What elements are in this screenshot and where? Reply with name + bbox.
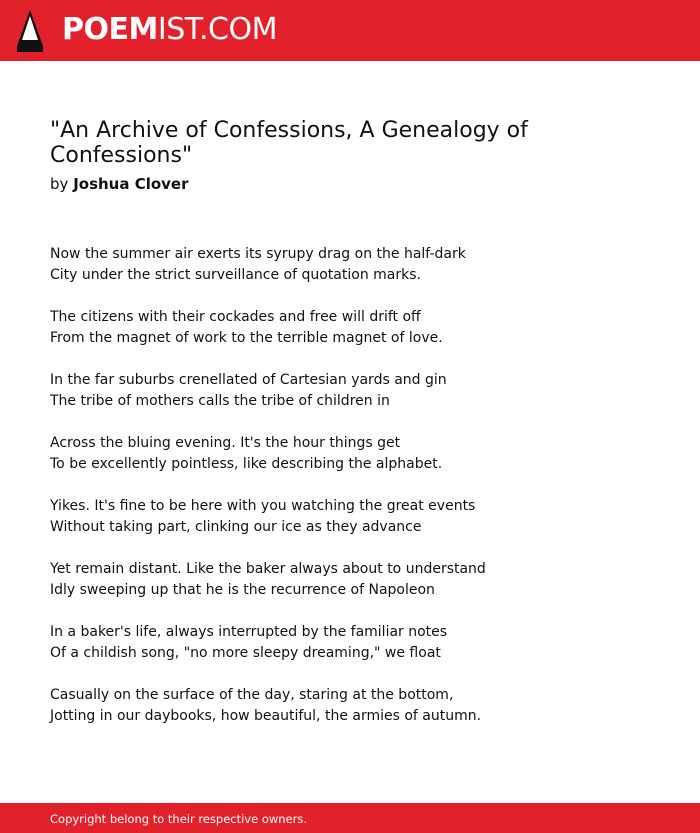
stanza	[50, 244, 650, 286]
site-footer	[0, 803, 700, 833]
site-header	[0, 0, 700, 61]
poem-line: Idly sweeping up that he is the recurrence of Napoleon	[50, 582, 435, 598]
poem-line: Without taking part, clinking our ice as they advance	[50, 519, 422, 535]
stanza	[50, 370, 650, 412]
stanza	[50, 622, 650, 664]
poem-line: Casually on the surface of the day, staring at the bottom,	[50, 687, 454, 703]
poem-line: The tribe of mothers calls the tribe of children in	[50, 393, 390, 409]
poem-line: Yet remain distant. Like the baker always about to understand	[50, 561, 486, 577]
pencil-logo-icon[interactable]	[17, 10, 43, 52]
poem-line: In the far suburbs crenellated of Cartesian yards and gin	[50, 372, 447, 388]
poem-line: Jotting in our daybooks, how beautiful, the armies of autumn.	[50, 708, 482, 724]
stanza	[50, 307, 650, 349]
poem-line: Yikes. It's fine to be here with you watching the great events	[50, 498, 476, 514]
logo-light-text: IST.COM	[157, 12, 277, 47]
poem-body	[50, 244, 650, 748]
poem-line: City under the strict surveillance of quotation marks.	[50, 267, 421, 283]
byline	[50, 174, 189, 194]
poem-title: "An Archive of Confessions, A Genealogy of Confessions"	[50, 118, 528, 168]
copyright-text: Copyright belong to their respective owners.	[50, 812, 308, 826]
poem-line: Across the bluing evening. It's the hour things get	[50, 435, 401, 451]
poem-line: To be excellently pointless, like describing the alphabet.	[50, 456, 443, 472]
stanza	[50, 685, 650, 727]
stanza	[50, 433, 650, 475]
stanza	[50, 496, 650, 538]
logo-bold-text: POEM	[62, 12, 158, 47]
poem-line: Now the summer air exerts its syrupy drag on the half-dark	[50, 246, 466, 262]
poem-line: The citizens with their cockades and free will drift off	[50, 309, 421, 325]
author-name: Joshua Clover	[73, 175, 189, 193]
by-label: by	[50, 175, 69, 193]
poem-line: From the magnet of work to the terrible magnet of love.	[50, 330, 443, 346]
stanza	[50, 559, 650, 601]
site-logo[interactable]	[62, 12, 277, 48]
poem-line: Of a childish song, "no more sleepy dreaming," we float	[50, 645, 441, 661]
poem-line: In a baker's life, always interrupted by the familiar notes	[50, 624, 448, 640]
